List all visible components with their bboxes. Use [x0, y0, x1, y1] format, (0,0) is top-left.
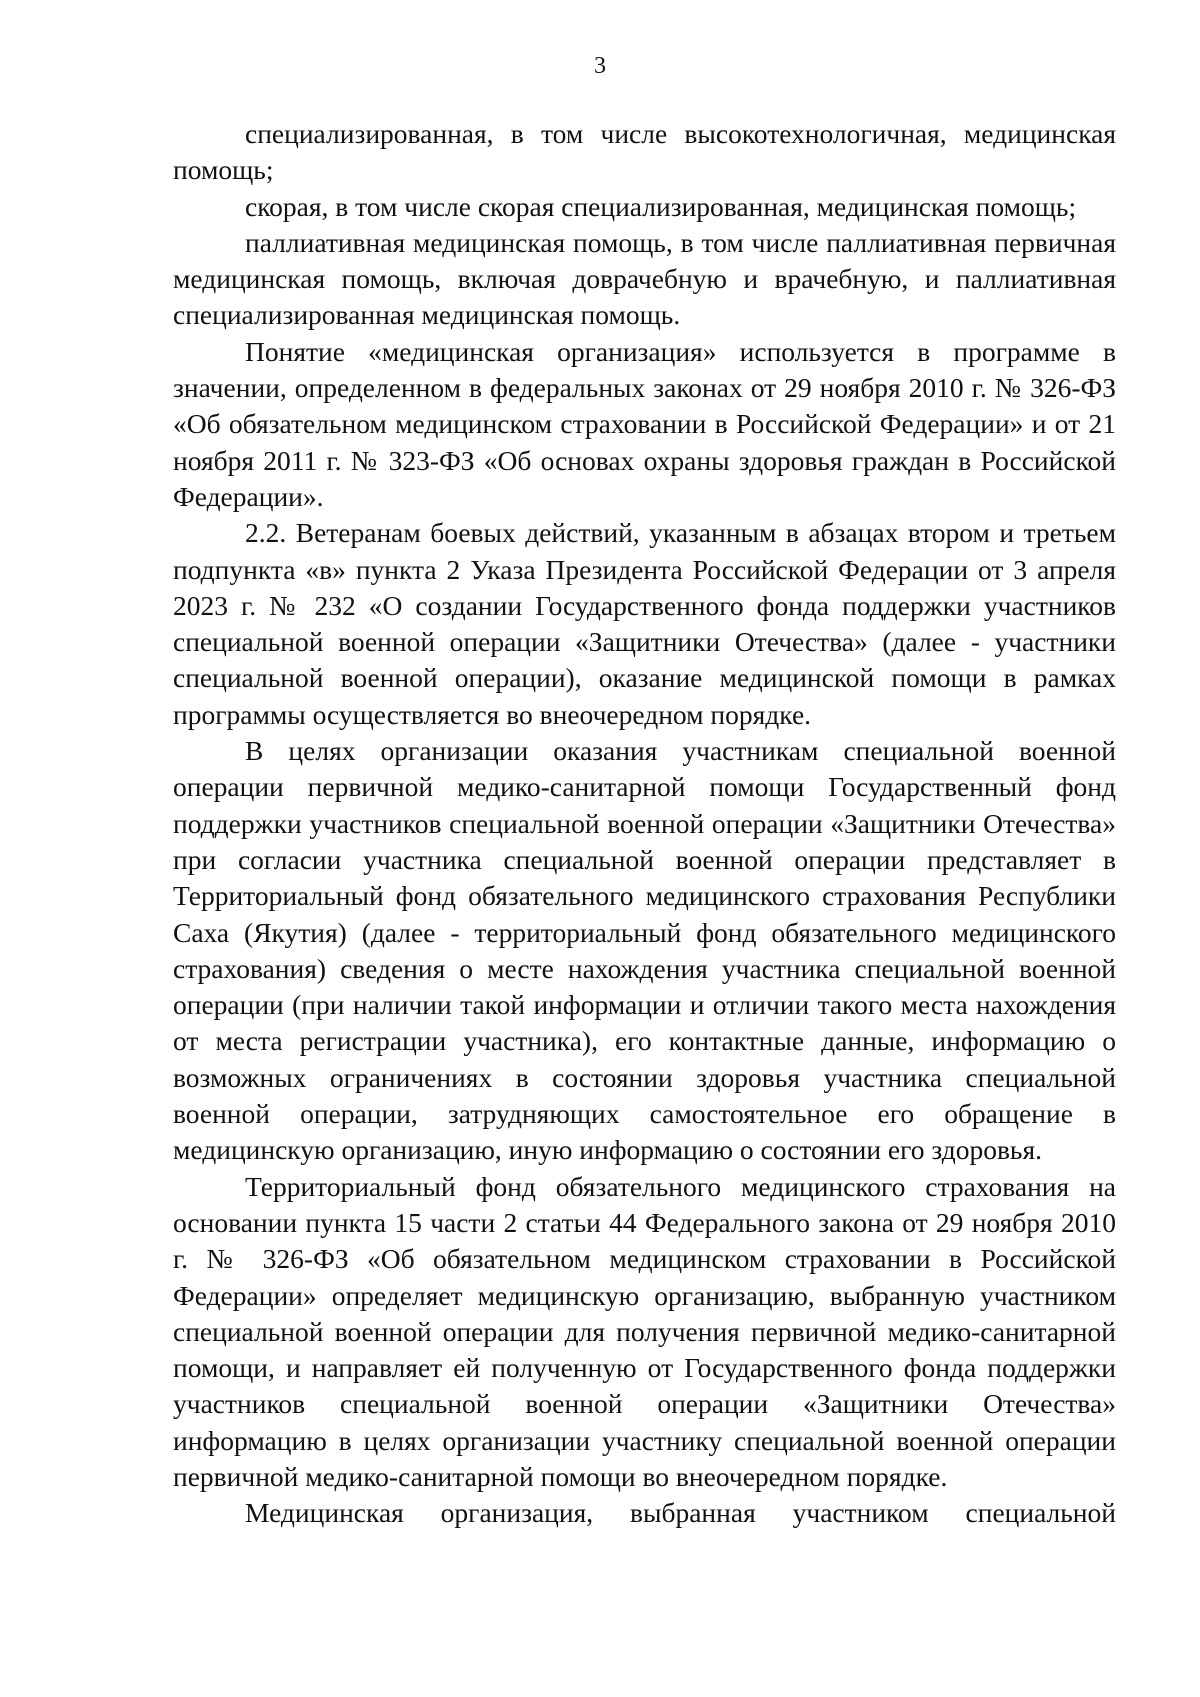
document-body: [173, 116, 1116, 1532]
paragraph-veterans-priority-care: 2.2. Ветеранам боевых действий, указанным в абзацах втором и третьем подпункта «в» пункта 2 Указа Президента Российской Федерации от 3 апреля 2023 г. № 232 «О создании Государственного фонда поддержки участников специальной военной операции «Защитники Отечества» (далее - участники специальной военной операции), оказание медицинской помощи в рамках программы осуществляется во внеочередном порядке.: [173, 517, 1116, 730]
paragraph-palliative-care: паллиативная медицинская помощь, в том числе паллиативная первичная медицинская помощь, включая доврачебную и врачебную, и паллиативная специализированная медицинская помощь.: [173, 226, 1116, 331]
paragraph-fund-information-transfer: В целях организации оказания участникам специальной военной операции первичной медико-санитарной помощи Государственный фонд поддержки участников специальной военной операции «Защитники Отечества» при согласии участника специальной военной операции представляет в Территориальный фонд обязательного медицинского страхования Республики Саха (Якутия) (далее - территориальный фонд обязательного медицинского страхования) сведения о месте нахождения участника специальной военной операции (при наличии такой информации и отличии такого места нахождения от места регистрации участника), его контактные данные, информацию о возможных ограничениях в состоянии здоровья участника специальной военной операции, затрудняющих самостоятельное его обращение в медицинскую организацию, иную информацию о состоянии его здоровья.: [173, 735, 1116, 1166]
page-number: 3: [594, 53, 606, 79]
paragraph-medical-organization-definition: Понятие «медицинская организация» используется в программе в значении, определенном в федеральных законах от 29 ноября 2010 г. № 326-ФЗ «Об обязательном медицинском страховании в Российской Федерации» и от 21 ноября 2011 г. № 323-ФЗ «Об основах охраны здоровья граждан в Российской Федерации».: [173, 335, 1116, 512]
paragraph-territorial-fund-duties: Территориальный фонд обязательного медицинского страхования на основании пункта 15 части 2 статьи 44 Федерального закона от 29 ноября 2010 г. № 326-ФЗ «Об обязательном медицинском страховании в Российской Федерации» определяет медицинскую организацию, выбранную участником специальной военной операции для получения первичной медико-санитарной помощи, и направляет ей полученную от Государственного фонда поддержки участников специальной военной операции «Защитники Отечества» информацию в целях организации участнику специальной военной операции первичной медико-санитарной помощи во внеочередном порядке.: [173, 1170, 1116, 1492]
paragraph-medical-organization-continued: Медицинская организация, выбранная участником специальной: [245, 1497, 1116, 1529]
paragraph-emergency-care: скорая, в том числе скорая специализированная, медицинская помощь;: [245, 190, 1077, 222]
paragraph-specialized-care: специализированная, в том числе высокотехнологичная, медицинская помощь;: [173, 118, 1116, 186]
